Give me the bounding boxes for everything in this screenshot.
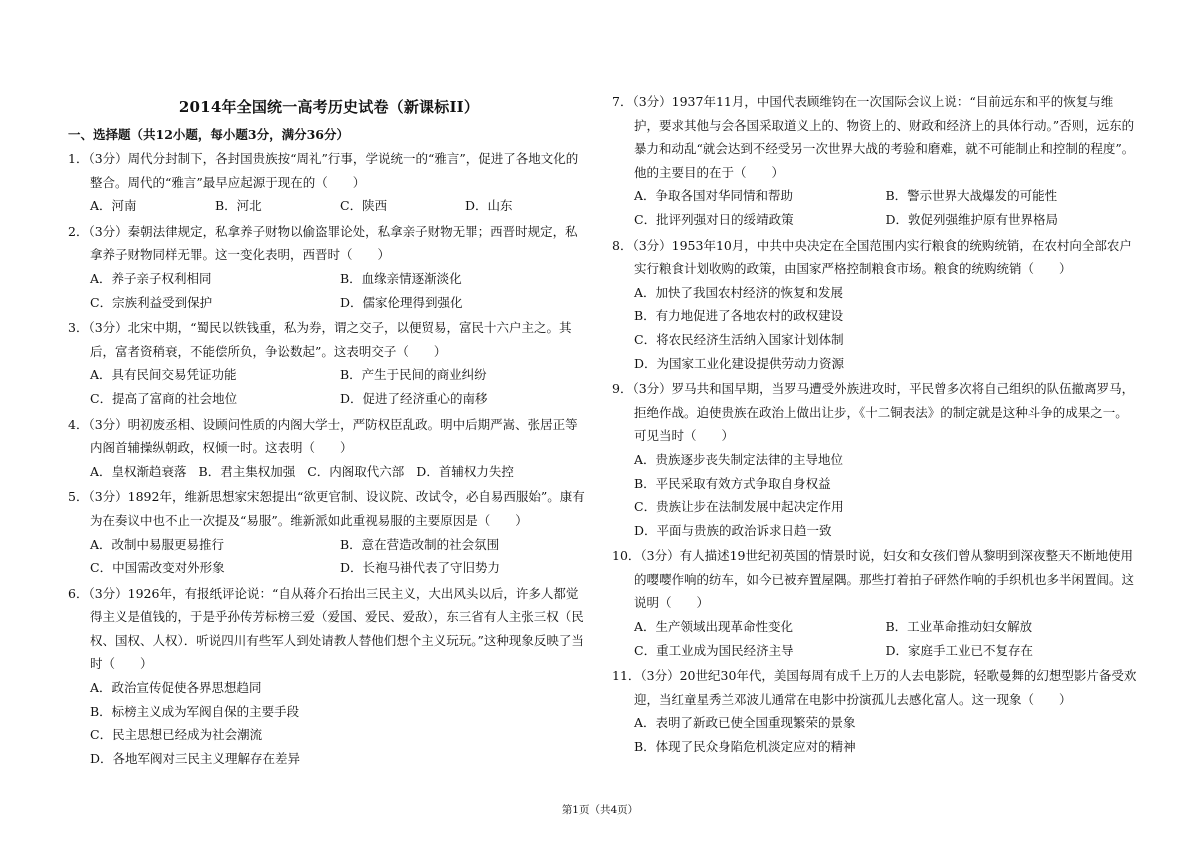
option-group (612, 184, 1137, 231)
question-stem: 7．（3分）1937年11月，中国代表顾维钧在一次国际会议上说：“目前远东和平的恢复与维护，要求其他与会各国采取道义上的、物资上的、财政和经济上的具体行动。”否则，远东的暴力和动乱“就会达到不经受另一次世界大战的考验和磨难，就不可能制止和控制的程度”。他的主要目的在于（ ） (612, 94, 1135, 180)
question-stem: 9．（3分）罗马共和国早期，当罗马遭受外族进攻时，平民曾多次将自己组织的队伍撤离罗马，拒绝作战。迫使贵族在政治上做出让步，《十二铜表法》的制定就是这种斗争的成果之一。可见当时（ ） (612, 381, 1135, 444)
answer-option: A．具有民间交易凭证功能 (90, 367, 237, 383)
option-group (68, 460, 590, 484)
answer-option: C．民主思想已经成为社会潮流 (90, 727, 263, 743)
question-list-right (612, 90, 1137, 759)
question-stem: 5．（3分）1892年，维新思想家宋恕提出“欲更官制、设议院、改试令，必自易西服始”。康有为在奏议中也不止一次提及“易服”。维新派如此重视易服的主要原因是（ ） (68, 489, 585, 528)
answer-option: D．家庭手工业已不复存在 (885, 642, 1034, 658)
answer-option: B．意在营造改制的社会氛围 (340, 536, 500, 552)
option-group (68, 533, 590, 580)
question-stem: 11．（3分）20世纪30年代，美国每周有成千上万的人去电影院，轻歌曼舞的幻想型影片备受欢迎，当红童星秀兰邓波儿通常在电影中扮演孤儿去感化富人。这一现象（ ） (612, 668, 1137, 707)
answer-option: C．中国需改变对外形象 (90, 560, 225, 576)
option-group (68, 676, 590, 770)
answer-option: C．批评列强对日的绥靖政策 (634, 211, 794, 227)
right-column (612, 90, 1137, 761)
question-item (612, 234, 1137, 376)
answer-option: C．将农民经济生活纳入国家计划体制 (634, 331, 844, 347)
question-stem: 1．（3分）周代分封制下，各封国贵族按“周礼”行事，学说统一的“雅言”，促进了各地文化的整合。周代的“雅言”最早应起源于现在的（ ） (68, 151, 579, 190)
question-item (612, 544, 1137, 662)
answer-option: B．平民采取有效方式争取自身权益 (634, 475, 831, 491)
question-stem: 8．（3分）1953年10月，中共中央决定在全国范围内实行粮食的统购统销，在农村向全部农户实行粮食计划收购的政策，由国家严格控制粮食市场。粮食的统购统销（ ） (612, 237, 1132, 277)
answer-option: D．首辅权力失控 (416, 463, 514, 479)
answer-option: D．山东 (465, 198, 513, 214)
question-item (68, 413, 590, 484)
question-item (612, 90, 1137, 232)
answer-option: C．重工业成为国民经济主导 (634, 642, 794, 658)
question-list-left (68, 147, 590, 770)
option-group (612, 615, 1137, 662)
answer-option: B．河北 (215, 198, 262, 214)
answer-option: D．为国家工业化建设提供劳动力资源 (634, 355, 845, 371)
question-stem: 10．（3分）有人描述19世纪初英国的情景时说，妇女和女孩们曾从黎明到深夜整天不断地使用的嘤嘤作响的纺车，如今已被弃置屋隅。那些打着拍子砰然作响的手织机也多半闲置闾。这说明（ ） (612, 548, 1135, 611)
answer-option: D．平面与贵族的政治诉求日趋一致 (634, 522, 832, 538)
answer-option: B．标榜主义成为军阀自保的主要手段 (90, 703, 300, 719)
section-heading: 一、选择题（共12小题，每小题3分，满分36分） (68, 127, 349, 142)
option-group (68, 194, 590, 218)
answer-option: B．血缘亲情逐渐淡化 (340, 270, 462, 286)
answer-option: A．生产领域出现革命性变化 (634, 619, 794, 635)
answer-option: A．改制中易服更易推行 (90, 536, 225, 552)
question-item (68, 147, 590, 218)
question-item (68, 220, 590, 314)
answer-option: B．体现了民众身陷危机淡定应对的精神 (634, 739, 856, 755)
option-group (68, 363, 590, 410)
question-stem: 3．（3分）北宋中期，“蜀民以铁钱重，私为券，谓之交子，以便贸易，富民十六户主之。其后，富者资稍衰，不能偿所负，争讼数起”。这表明交子（ ） (68, 320, 572, 359)
answer-option: D．敦促列强维护原有世界格局 (885, 211, 1059, 227)
answer-option: D．长袍马褂代表了守旧势力 (340, 560, 501, 576)
answer-option: B．工业革命推动妇女解放 (885, 619, 1033, 635)
answer-option: D．儒家伦理得到强化 (340, 294, 463, 310)
answer-option: A．皇权渐趋衰落 (90, 463, 187, 479)
answer-option: D．各地军阀对三民主义理解存在差异 (90, 750, 301, 766)
left-column (68, 90, 590, 772)
answer-option: A．贵族逐步丧失制定法律的主导地位 (634, 451, 844, 467)
answer-option: C．提高了富商的社会地位 (90, 390, 238, 406)
answer-option: B．警示世界大战爆发的可能性 (885, 188, 1058, 204)
answer-option: B．产生于民间的商业纠纷 (340, 367, 487, 383)
answer-option: A．政治宣传促使各界思想趋同 (90, 680, 262, 696)
answer-option: B．有力地促进了各地农村的政权建设 (634, 308, 844, 324)
answer-option: D．促进了经济重心的南移 (340, 390, 488, 406)
question-stem: 4．（3分）明初废丞相、设顾问性质的内阁大学士，严防权臣乱政。明中后期严嵩、张居正等内阁首辅操纵朝政，权倾一时。这表明（ ） (68, 416, 578, 456)
option-group (612, 281, 1137, 375)
question-item (68, 316, 590, 410)
page-title: 2014年全国统一高考历史试卷（新课标II） (178, 98, 480, 116)
answer-option: C．内阁取代六部 (307, 463, 405, 479)
answer-option: B．君主集权加强 (198, 463, 296, 479)
question-stem: 2．（3分）秦朝法律规定，私拿养子财物以偷盗罪论处，私拿亲子财物无罪；西晋时规定，私拿养子财物同样无罪。这一变化表明，西晋时（ ） (68, 223, 578, 263)
question-item (612, 377, 1137, 542)
answer-option: A．河南 (90, 198, 137, 214)
option-group (612, 711, 1137, 758)
option-group (612, 448, 1137, 542)
question-item (68, 485, 590, 579)
question-stem: 6．（3分）1926年，有报纸评论说：“自从蒋介石抬出三民主义，大出风头以后，许多人都觉得主义是值钱的，于是乎孙传芳标榜三爱（爱国、爱民、爱敌），东三省有人主张三权（民权、国权、人权）．听说四川有些军人到处请教人替他们想个主义玩玩。”这种现象反映了当时（ ） (68, 585, 584, 672)
answer-option: A．争取各国对华同情和帮助 (634, 188, 794, 204)
question-item (68, 582, 590, 771)
answer-option: A．养子亲子权利相同 (90, 270, 212, 286)
answer-option: C．宗族利益受到保护 (90, 294, 213, 310)
answer-option: A．加快了我国农村经济的恢复和发展 (634, 284, 844, 300)
answer-option: C．陕西 (340, 198, 388, 214)
page-footer: 第1页（共4页） (561, 804, 639, 816)
answer-option: A．表明了新政已使全国重现繁荣的景象 (634, 715, 856, 731)
question-item (612, 664, 1137, 758)
option-group (68, 267, 590, 314)
answer-option: C．贵族让步在法制发展中起决定作用 (634, 499, 844, 515)
